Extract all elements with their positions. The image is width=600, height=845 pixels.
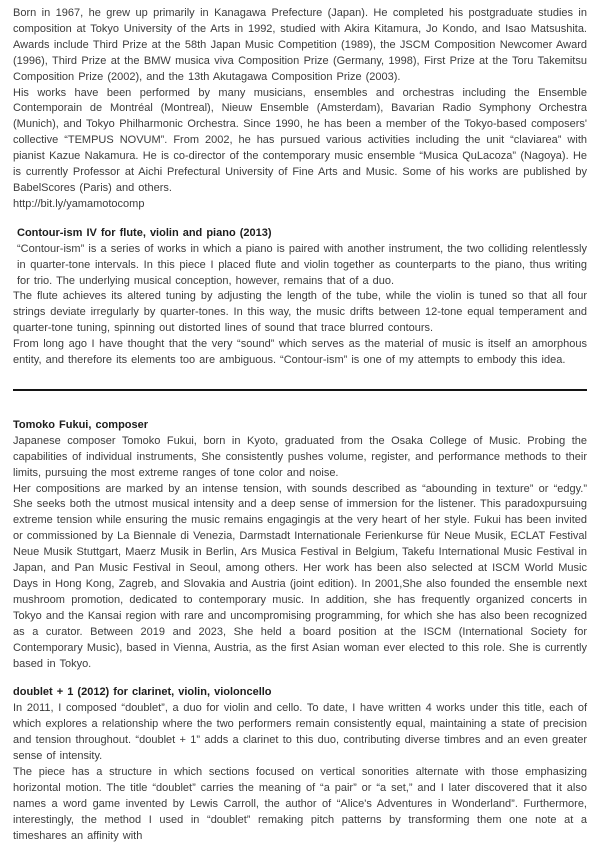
- section-divider: [13, 389, 587, 391]
- contourism-paragraph-3: From long ago I have thought that the very “sound” which serves as the material of music is itself an amorphous entity, and therefore its elements too are ambiguous. “Contour-ism” is one of my attempts to embody this idea.: [13, 338, 587, 367]
- work-title-contourism: Contour-ism IV for flute, violin and piano (2013): [17, 226, 272, 239]
- yamamoto-url: http://bit.ly/yamamotocomp: [13, 197, 145, 210]
- contourism-paragraph-2: The flute achieves its altered tuning by adjusting the length of the tube, while the violin is tuned so that all four strings deviate irregularly by quarter-tones. In this way, the music drifts between 12-tone equal temperament and quarter-tone tuning, spinning out distorted lines of sound that trace blurred contours.: [13, 290, 587, 335]
- doublet-paragraph-2: The piece has a structure in which sections focused on vertical sonorities alternate with those emphasizing horizontal motion. The title “doublet” carries the meaning of “a pair” or “a set,” and I later discovered that it also names a word game invented by Lewis Carroll, the author of “Alice's Adventures in Wonderland”. Furthermore, interestingly, the method I used in “doublet” remaking pitch patterns by transforming them one note at a timeshares an affinity with: [13, 765, 587, 842]
- contourism-paragraph-1: “Contour-ism” is a series of works in which a piano is paired with another instrument, the two colliding relentlessly in quarter-tone intervals. In this piece I placed flute and violin together as counterparts to the piano, thus writing for trio. The underlying musical conception, however, remains that of a duo.: [17, 242, 587, 287]
- yamamoto-bio-paragraph-1: Born in 1967, he grew up primarily in Kanagawa Prefecture (Japan). He completed his postgraduate studies in composition at Tokyo University of the Arts in 1992, studied with Akira Kitamura, Jo Kondo, and Isao Matsushita. Awards include Third Prize at the 58th Japan Music Competition (1989), the JSCM Composition Newcomer Award (1996), Third Prize at the BMW musica viva Composition Prize (Germany, 1998), First Prize at the Toru Takemitsu Composition Prize (2002), and the 13th Akutagawa Composition Prize (2003).: [13, 7, 587, 83]
- fukui-bio-paragraph-1: Japanese composer Tomoko Fukui, born in Kyoto, graduated from the Osaka College of Music. Probing the capabilities of individual instruments, She consistently pushes volume, register, and performance methods to their limits, pursuing the most extreme ranges of tone color and noise.: [13, 434, 587, 479]
- composer-heading-fukui: Tomoko Fukui, composer: [13, 418, 149, 431]
- doublet-paragraph-1: In 2011, I composed “doublet”, a duo for violin and cello. To date, I have written 4 works under this title, each of which explores a relationship where the two performers remain consistently equal, maintaining a state of precision and tension throughout. “doublet + 1” adds a clarinet to this duo, contributing diverse timbres and an even greater sense of intensity.: [13, 702, 587, 763]
- fukui-bio-paragraph-2: Her compositions are marked by an intense tension, with sounds described as “abounding in texture” or “edgy.” She seeks both the utmost musical intensity and a deep sense of immersion for the listener. This paradoxpursuing extreme tension while ensuring the music remains engagingis at the very heart of her style. Fukui has been invited or commissioned by La Biennale di Venezia, Darmstadt Internationale Ferienkurse für Neue Musik, ECLAT Festival Neue Musik Stuttgart, Maerz Musik in Berlin, Ars Musica Festival in Belgium, Takefu International Music Festival in Japan, and Pan Music Festival in Seoul, among others. Her work has been also selected at ISCM World Music Days in Hong Kong, Zagreb, and Slovakia and Austria (joint edition). In 2001,She also founded the ensemble next mushroom promotion, dedicated to contemporary music. In addition, she has frequently organized concerts in Tokyo and the Kansai region with rare and uncompromising programming, for which she has also been recognized as a curator. Between 2019 and 2023, She held a board position at the ISCM (International Society for Contemporary Music), based in Vienna, Austria, as the first Asian woman ever elected to this role. She is currently based in Tokyo.: [13, 482, 587, 670]
- work-title-doublet: doublet + 1 (2012) for clarinet, violin, violoncello: [13, 686, 272, 699]
- yamamoto-bio-paragraph-2: His works have been performed by many musicians, ensembles and orchestras including the Ensemble Contemporain de Montréal (Montreal), Nieuw Ensemble (Amsterdam), Bavarian Radio Symphony Orchestra (Munich), and Tokyo Philharmonic Orchestra. Since 1990, he has been a member of the Tokyo-based composers' collective “TEMPUS NOVUM”. From 2002, he has pursued various activities including the unit “claviarea” with pianist Kazue Nakamura. He is co-director of the contemporary music ensemble “Musica QuLacoza” (Nagoya). He is currently Professor at Aichi Prefectural University of Fine Arts and Music. Some of his works are published by BabelScores (Paris) and others.: [13, 86, 587, 194]
